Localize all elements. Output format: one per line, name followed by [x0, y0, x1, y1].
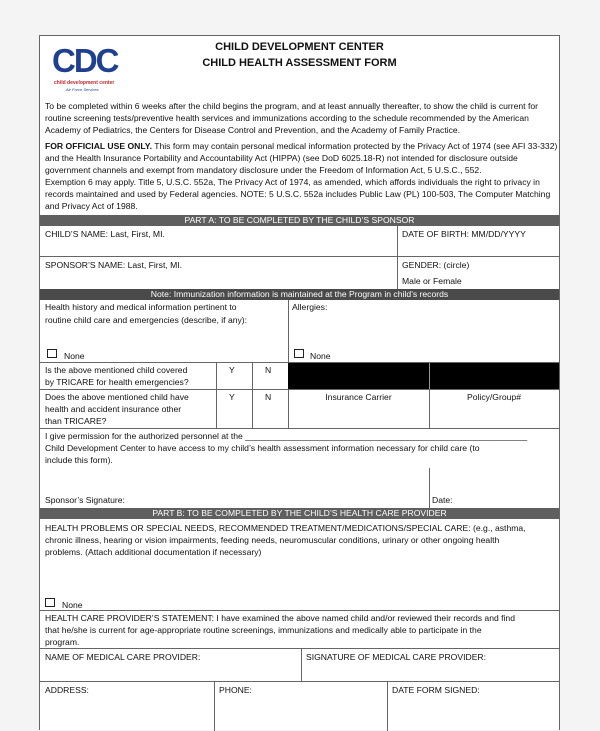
- sponsor-name-field[interactable]: SPONSOR’S NAME: Last, First, MI.: [45, 260, 183, 270]
- form-title: CHILD HEALTH ASSESSMENT FORM: [202, 57, 397, 69]
- logo-subtagline: Air Force Services: [66, 87, 99, 92]
- phone-field[interactable]: PHONE:: [219, 685, 252, 695]
- permission-line: Child Development Center to have access to my child’s health assessment information necessary for child care (to: [45, 443, 480, 453]
- other-insurance-question: Does the above mentioned child have: [45, 392, 189, 402]
- provider-statement-line: HEALTH CARE PROVIDER’S STATEMENT: I have examined the above named child and/or reviewed their records and find: [45, 613, 515, 623]
- other-insurance-no[interactable]: N: [265, 392, 272, 402]
- official-line: and the Health Insurance Portability and Accountability Act (HIPPA) (see DoD 6025.18-R) not intended for disclosure outside: [45, 153, 518, 163]
- immunization-note: Note: Immunization information is maintained at the Program in child’s records: [40, 289, 559, 300]
- allergies-none-label: None: [310, 351, 331, 361]
- provider-statement-line: that he/she is current for age-appropriate routine screenings, immunizations and medically able to participate in the: [45, 625, 482, 635]
- official-line: records maintained and used by Federal agencies. NOTE: 5 U.S.C. 552a includes Public Law (PL) 100-503, The Computer Matching: [45, 189, 551, 199]
- health-problems-line: HEALTH PROBLEMS OR SPECIAL NEEDS, RECOMMENDED TREATMENT/MEDICATIONS/SPECIAL CARE: (e.g., asthma,: [45, 523, 526, 533]
- health-problems-none-label: None: [62, 600, 83, 610]
- logo-letters: CDC: [52, 42, 118, 79]
- other-insurance-question: health and accident insurance other: [45, 404, 182, 414]
- part-a-header: PART A: TO BE COMPLETED BY THE CHILD’S SPONSOR: [40, 215, 559, 226]
- health-problems-line: problems. (Attach additional documentation if necessary): [45, 547, 262, 557]
- official-line: This form may contain personal medical information protected by the Privacy Act of 1974 (see AFI 33-332): [151, 141, 558, 151]
- health-problems-line: chronic illness, hearing or vision impairments, feeding needs, neuromuscular conditions, urinary or other ongoing health: [45, 535, 500, 545]
- provider-statement-line: program.: [45, 637, 80, 647]
- child-name-field[interactable]: CHILD’S NAME: Last, First, MI.: [45, 229, 165, 239]
- part-b-header: PART B: TO BE COMPLETED BY THE CHILD’S HEALTH CARE PROVIDER: [40, 508, 559, 519]
- date-signed-field[interactable]: DATE FORM SIGNED:: [392, 685, 480, 695]
- tricare-question: by TRICARE for health emergencies?: [45, 377, 189, 387]
- tricare-no[interactable]: N: [265, 365, 272, 375]
- history-none-checkbox[interactable]: [47, 349, 57, 358]
- history-line: routine child care and emergencies (describe, if any):: [45, 315, 248, 325]
- gender-options[interactable]: Male or Female: [402, 276, 462, 286]
- logo-tagline: child development center: [54, 80, 115, 86]
- form-center-title: CHILD DEVELOPMENT CENTER: [215, 41, 384, 53]
- tricare-yes[interactable]: Y: [229, 365, 235, 375]
- health-problems-none-checkbox[interactable]: [45, 598, 55, 607]
- provider-signature-field[interactable]: SIGNATURE OF MEDICAL CARE PROVIDER:: [306, 652, 487, 662]
- provider-name-field[interactable]: NAME OF MEDICAL CARE PROVIDER:: [45, 652, 201, 662]
- official-use-label: FOR OFFICIAL USE ONLY.: [45, 141, 152, 151]
- redacted-block: [288, 363, 559, 389]
- history-line: Health history and medical information pertinent to: [45, 302, 237, 312]
- official-line: and Privacy Act of 1988.: [45, 201, 138, 211]
- dob-field[interactable]: DATE OF BIRTH: MM/DD/YYYY: [402, 229, 526, 239]
- intro-line: routine screening tests/preventive health services and immunizations according to the schedule recommended by the American: [45, 113, 529, 123]
- sponsor-signature-field[interactable]: Sponsor’s Signature:: [45, 495, 125, 505]
- intro-line: Academy of Pediatrics, the Centers for Disease Control and Prevention, and the Academy of Family Practice.: [45, 125, 461, 135]
- gender-label: GENDER: (circle): [402, 260, 470, 270]
- other-insurance-question: than TRICARE?: [45, 416, 107, 426]
- permission-line: include this form).: [45, 455, 113, 465]
- allergies-label: Allergies:: [292, 302, 328, 312]
- address-field[interactable]: ADDRESS:: [45, 685, 89, 695]
- insurance-carrier-field[interactable]: Insurance Carrier: [325, 392, 392, 402]
- intro-line: To be completed within 6 weeks after the child begins the program, and at least annually thereafter, to show the child is current for: [45, 101, 538, 111]
- policy-group-field[interactable]: Policy/Group#: [467, 392, 521, 402]
- official-line: government channels and exempt from mandatory disclosure under the Freedom of Information Act, 5 U.S.C., 552.: [45, 165, 482, 175]
- form-page: [39, 35, 560, 730]
- sponsor-date-field[interactable]: Date:: [432, 495, 453, 505]
- official-line: Exemption 6 may apply. Title 5, U.S.C. 552a, The Privacy Act of 1974, as amended, which affords individuals the right to privacy in: [45, 177, 540, 187]
- other-insurance-yes[interactable]: Y: [229, 392, 235, 402]
- tricare-question: Is the above mentioned child covered: [45, 365, 188, 375]
- history-none-label: None: [64, 351, 85, 361]
- permission-line: I give permission for the authorized personnel at the ___________________________________________________________: [45, 431, 528, 441]
- allergies-none-checkbox[interactable]: [294, 349, 304, 358]
